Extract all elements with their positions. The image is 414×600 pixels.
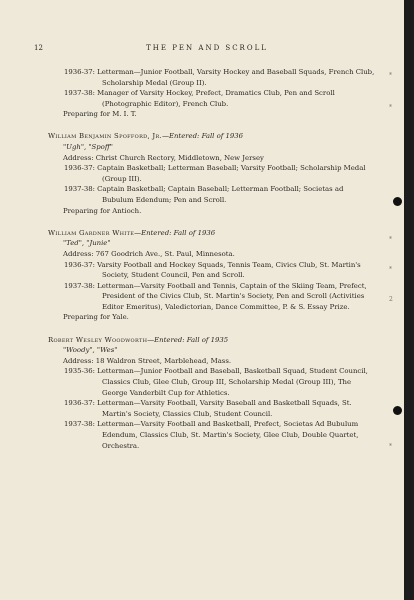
entry-heading bbox=[48, 131, 376, 142]
nicknames: "Ted", "Junie" bbox=[63, 239, 111, 248]
address: Address: 18 Waldron Street, Marblehead, Mass. bbox=[63, 356, 232, 365]
address: Address: Christ Church Rectory, Middletown, New Jersey bbox=[63, 153, 264, 162]
binding-hole bbox=[393, 197, 402, 206]
nicknames: "Woody", "Wes" bbox=[63, 346, 118, 355]
margin-mark: * bbox=[389, 236, 392, 243]
year-line: 1936-37: Captain Basketball; Letterman Baseball; Varsity Football; Scholarship Medal (Group III). bbox=[64, 164, 366, 183]
margin-mark: * bbox=[389, 72, 392, 79]
margin-mark: * bbox=[389, 266, 392, 273]
year-line: 1937-38: Captain Basketball; Captain Baseball; Letterman Football; Societas ad Bubulum Edendum; Pen and Scroll. bbox=[64, 185, 344, 205]
preparing-line: Preparing for Antioch. bbox=[63, 206, 142, 215]
year-line: 1936-37: Letterman—Junior Football, Varsity Hockey and Baseball Squads, French Club, Scholarship Medal (Group II). bbox=[64, 68, 375, 87]
entry-top bbox=[48, 67, 376, 120]
entered-date: —Entered: Fall of 1935 bbox=[147, 335, 229, 344]
margin-mark: * bbox=[389, 104, 392, 111]
entry-woodworth bbox=[48, 335, 376, 452]
year-line: 1937-38: Manager of Varsity Hockey, Prefect, Dramatics Club, Pen and Scroll (Photographic Editor), French Club. bbox=[64, 89, 335, 108]
margin-mark: * bbox=[389, 443, 392, 450]
entered-date: —Entered: Fall of 1936 bbox=[134, 228, 216, 237]
preparing-line: Preparing for Yale. bbox=[63, 313, 129, 322]
nicknames: "Ugh", "Spoff" bbox=[63, 143, 113, 152]
year-line: 1937-38: Letterman—Varsity Football and Tennis, Captain of the Skiing Team, Prefect, President of the Civics Club, St. Martin's Society, Pen and Scroll (Activities Editor Emeritus), Valedictorian, Dance Committee, P. & S. Essay Prize. bbox=[64, 281, 367, 311]
year-line: 1935-36: Letterman—Junior Football and Baseball, Basketball Squad, Student Council, Classics Club, Glee Club, Group III, Scholarship Medal (Group III), The George Vanderbilt Cup for Athletics. bbox=[64, 367, 368, 397]
entry-heading bbox=[48, 335, 376, 346]
year-line: 1936-37: Varsity Football and Hockey Squads, Tennis Team, Civics Club, St. Martin's Society, Student Council, Pen and Scroll. bbox=[64, 260, 361, 280]
page-content bbox=[48, 67, 376, 451]
year-line: 1937-38: Letterman—Varsity Football and Basketball, Prefect, Societas Ad Bubulum Edendum, Classics Club, St. Martin's Society, Glee Club, Double Quartet, Orchestra. bbox=[64, 420, 359, 450]
binding-hole bbox=[393, 406, 402, 415]
page-number: 12 bbox=[34, 44, 43, 52]
entry-spofford bbox=[48, 131, 376, 216]
student-name: William Benjamin Spofford, Jr. bbox=[48, 132, 163, 141]
running-title: THE PEN AND SCROLL bbox=[146, 44, 268, 52]
entered-date: —Entered: Fall of 1936 bbox=[162, 132, 244, 141]
student-name: William Gardner White bbox=[48, 228, 135, 237]
student-name: Robert Wesley Woodworth bbox=[48, 335, 148, 344]
margin-mark: 2 bbox=[389, 296, 393, 303]
address: Address: 767 Goodrich Ave., St. Paul, Minnesota. bbox=[63, 249, 235, 258]
entry-white bbox=[48, 228, 376, 323]
year-line: 1936-37: Letterman—Varsity Football, Varsity Baseball and Basketball Squads, St. Martin's Society, Classics Club, Student Council. bbox=[64, 399, 352, 418]
entry-heading bbox=[48, 228, 376, 239]
preparing-line: Preparing for M. I. T. bbox=[63, 110, 137, 119]
